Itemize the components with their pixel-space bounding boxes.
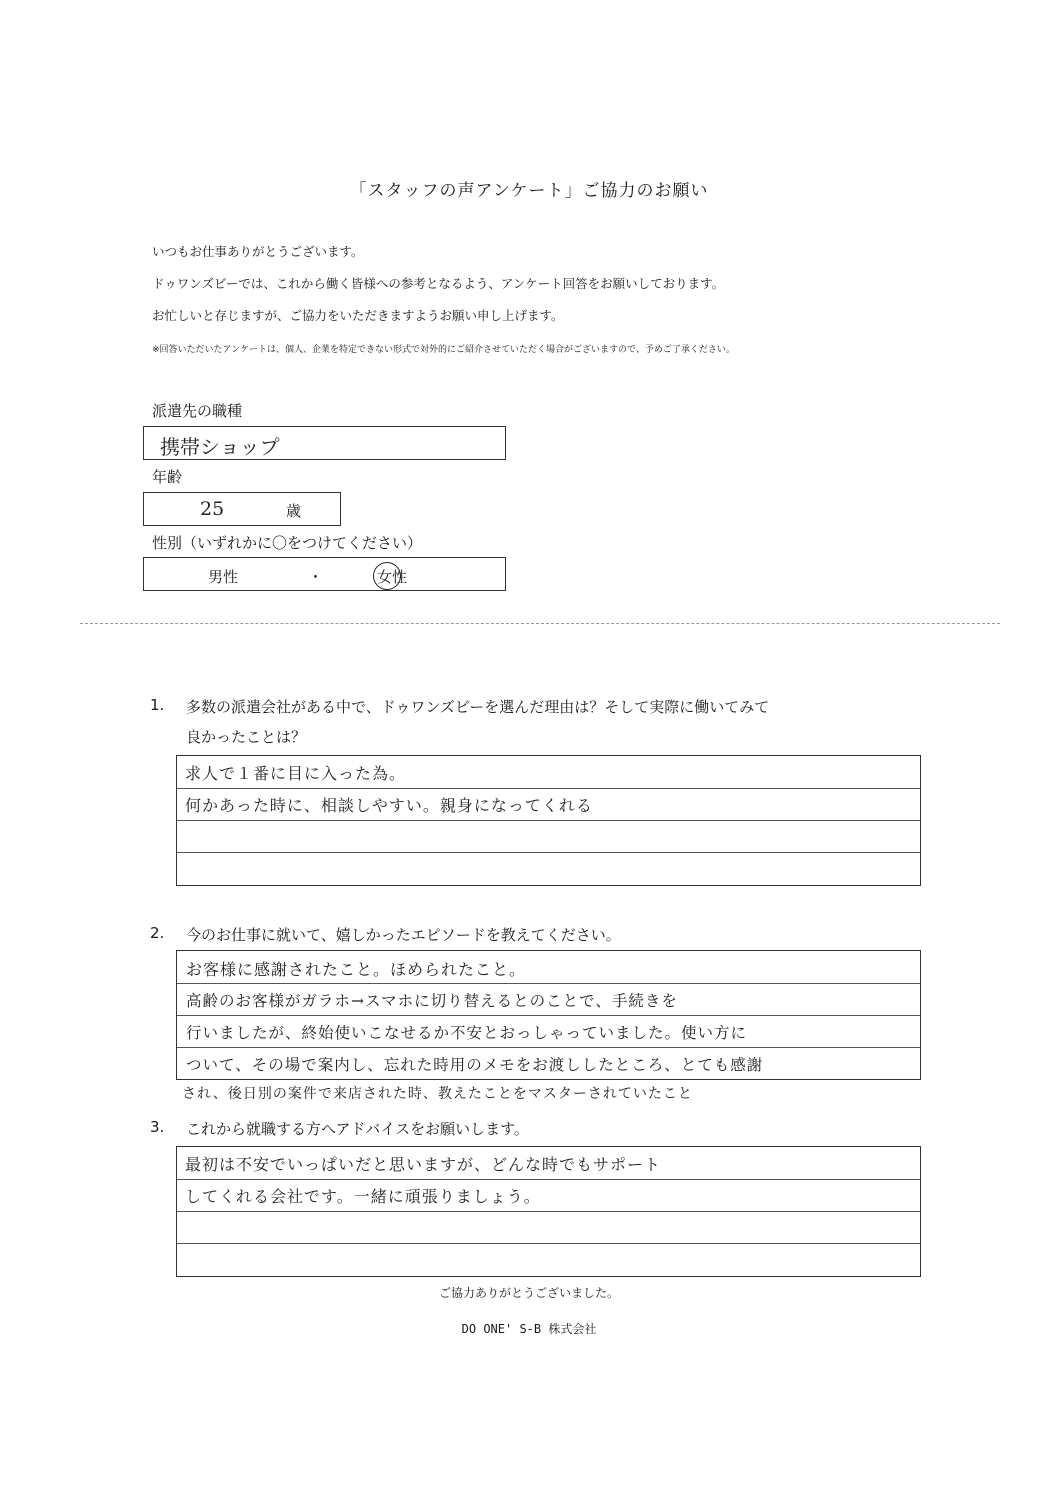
- q3-answer-line-1: 最初は不安でいっぱいだと思いますが、どんな時でもサポート: [185, 1155, 662, 1174]
- age-value: 25: [200, 498, 225, 520]
- q2-answer-line-4: ついて、その場で案内し、忘れた時用のメモをお渡ししたところ、とても感謝: [186, 1056, 764, 1074]
- q2-number: 2.: [150, 924, 165, 942]
- q1-text-line-1: 多数の派遣会社がある中で、ドゥワンズビーを選んだ理由は？そして実際に働いてみて: [186, 698, 770, 716]
- gender-label: 性別（いずれかに〇をつけてください）: [152, 534, 423, 552]
- answer-rule: [177, 1179, 920, 1180]
- intro-line-3: お忙しいと存じますが、ご協力をいただきますようお願い申し上げます。: [152, 308, 564, 323]
- q3-text: これから就職する方へアドバイスをお願いします。: [186, 1120, 529, 1138]
- selected-circle-mark: [373, 562, 401, 590]
- q1-answer-box[interactable]: [176, 755, 921, 886]
- gender-field[interactable]: [143, 557, 506, 591]
- gender-female-option[interactable]: 女性: [377, 568, 408, 586]
- answer-rule: [177, 1243, 920, 1244]
- q1-number: 1.: [150, 696, 165, 714]
- answer-rule: [177, 1211, 920, 1212]
- privacy-note: ※回答いただいたアンケートは、個人、企業を特定できない形式で対外的にご紹介させていただく場合がございますので、予めご了承ください。: [152, 345, 735, 355]
- q3-answer-line-2: してくれる会社です。一緒に頑張りましょう。: [185, 1187, 541, 1206]
- gender-male-option[interactable]: 男性: [208, 568, 239, 586]
- q2-answer-line-3: 行いましたが、終始使いこなせるか不安とおっしゃっていました。使い方に: [186, 1024, 748, 1042]
- section-divider: [80, 623, 1000, 624]
- q1-text-line-2: 良かったことは？: [186, 728, 307, 746]
- q2-answer-line-5: され、後日別の案件で来店された時、教えたことをマスターされていたこと: [182, 1086, 693, 1102]
- q1-answer-line-1: 求人で１番に目に入った為。: [185, 764, 407, 783]
- company-name: DO ONE' S-B 株式会社: [461, 1322, 597, 1336]
- q2-answer-line-2: 高齢のお客様がガラホ→スマホに切り替えるとのことで、手続きを: [186, 992, 678, 1010]
- job-field[interactable]: [143, 426, 506, 460]
- q1-answer-line-2: 何かあった時に、相談しやすい。親身になってくれる: [185, 796, 593, 815]
- answer-rule: [177, 788, 920, 789]
- intro-line-1: いつもお仕事ありがとうございます。: [152, 244, 364, 259]
- answer-rule: [177, 852, 920, 853]
- thanks-message: ご協力ありがとうございました。: [438, 1286, 619, 1300]
- age-unit: 歳: [286, 502, 302, 520]
- q3-number: 3.: [150, 1118, 165, 1136]
- answer-rule: [177, 1047, 920, 1048]
- answer-rule: [177, 983, 920, 984]
- intro-line-2: ドゥワンズビーでは、これから働く皆様への参考となるよう、アンケート回答をお願いしております。: [152, 276, 725, 291]
- age-label: 年齢: [152, 468, 183, 486]
- answer-rule: [177, 820, 920, 821]
- q3-answer-box[interactable]: [176, 1146, 921, 1277]
- job-label: 派遣先の職種: [152, 402, 243, 420]
- q2-answer-line-1: お客様に感謝されたこと。ほめられたこと。: [186, 960, 527, 979]
- answer-rule: [177, 1015, 920, 1016]
- page-title: 「スタッフの声アンケート」ご協力のお願い: [349, 181, 709, 201]
- age-field[interactable]: [143, 492, 341, 526]
- job-value: 携帯ショップ: [160, 435, 280, 459]
- gender-separator: ・: [308, 568, 324, 586]
- q2-text: 今のお仕事に就いて、嬉しかったエピソードを教えてください。: [186, 926, 621, 944]
